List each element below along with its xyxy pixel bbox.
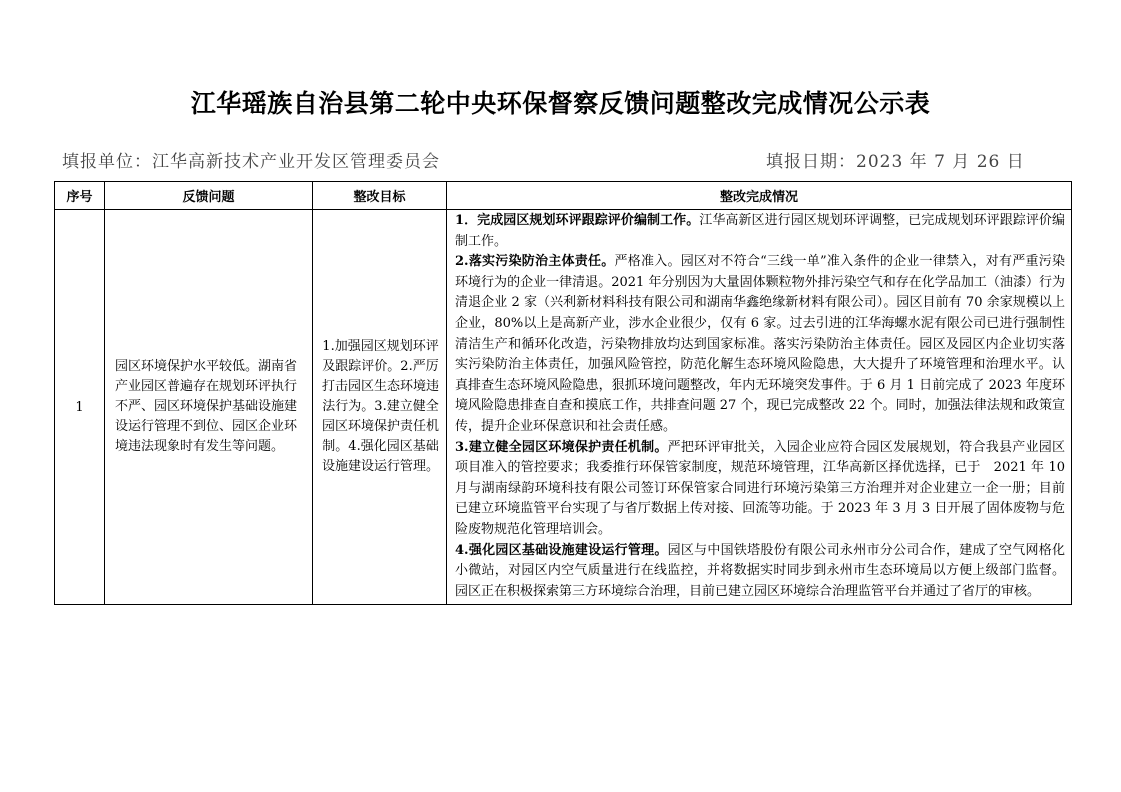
done-heading-3: 3.建立健全园区环境保护责任机制。	[455, 439, 668, 455]
fill-date: 填报日期：2023 年 7 月 26 日	[766, 152, 1025, 172]
cell-goal: 1.加强园区规划环评及跟踪评价。2.严厉打击园区生态环境违法行为。3.建立健全园区环境保护责任机制。4.强化园区基础设施建设运行管理。	[313, 210, 447, 605]
table-header-row	[55, 182, 1072, 210]
cell-no: 1	[55, 210, 105, 605]
done-text-1: 江华高新区进行园区规划环评调整，已完成规划环评跟踪评价编制工作。	[455, 213, 1065, 249]
header-issue: 反馈问题	[105, 182, 313, 210]
cell-done	[447, 210, 1072, 605]
done-text-4: 园区与中国铁塔股份有限公司永州市分公司合作，建成了空气网格化小微站，对园区内空气质量进行在线监控，并将数据实时同步到永州市生态环境局以方便上级部门监督。园区正在积极探索第三方环境综合治理，目前已建立园区环境综合治理监管平台并通过了省厅的审核。	[455, 542, 1065, 599]
cell-issue: 园区环境保护水平较低。湖南省产业园区普遍存在规划环评执行不严、园区环境保护基础设施建设运行管理不到位、园区企业环境违法现象时有发生等问题。	[105, 210, 313, 605]
fill-unit: 填报单位：江华高新技术产业开发区管理委员会	[62, 152, 440, 172]
done-paragraph-3	[455, 438, 1065, 541]
done-text-2: 严格准入。园区对不符合“三线一单”准入条件的企业一律禁入，对有严重污染环境行为的企业一律清退。2021 年分别因为大量固体颗粒物外排污染空气和存在化学品加工（油漆）行为清退企业 2 家（兴利新材料科技有限公司和湖南华鑫绝缘新材料有限公司）。园区目前有 70 余家规模以上企业，80%以上是高新产业，涉水企业很少，仅有 6 家。过去引进的江华海螺水泥有限公司已进行强制性清洁生产和循环化改造，污染物排放均达到国家标准。落实污染防治主体责任。园区及园区内企业切实落实污染防治主体责任，加强风险管控，防范化解生态环境风险隐患，大大提升了环境管理和治理水平。认真排查生态环境风险隐患，狠抓环境问题整改，年内无环境突发事件。于 6 月 1 日前完成了 2023 年度环境风险隐患排查自查和摸底工作，共排查问题 27 个，现已完成整改 22 个。同时，加强法律法规和政策宣传，提升企业环保意识和社会责任感。	[455, 254, 1065, 434]
done-paragraph-1	[455, 211, 1065, 252]
done-heading-2: 2.落实污染防治主体责任。	[455, 254, 615, 270]
table-row	[55, 210, 1072, 605]
done-paragraph-4	[455, 541, 1065, 603]
done-heading-4: 4.强化园区基础设施建设运行管理。	[455, 542, 668, 558]
page-title: 江华瑶族自治县第二轮中央环保督察反馈问题整改完成情况公示表	[190, 89, 931, 118]
done-text-3: 严把环评审批关，入园企业应符合园区发展规划，符合我县产业园区项目准入的管控要求；我委推行环保管家制度，规范环境管理，江华高新区择优选择，已于 2021 年 10 月与湖南绿韵环境科技有限公司签订环保管家合同进行环境污染第三方治理并对企业建立一企一册；目前已建立环境监管平台实现了与省厅数据上传对接、回流等功能。于 2023 年 3 月 3 日开展了固体废物与危险废物规范化管理培训会。	[455, 439, 1065, 537]
header-done: 整改完成情况	[447, 182, 1072, 210]
done-paragraph-2	[455, 252, 1065, 437]
header-no: 序号	[55, 182, 105, 210]
done-heading-1: 1．完成园区规划环评跟踪评价编制工作。	[455, 213, 700, 228]
rectification-table	[54, 181, 1072, 605]
header-goal: 整改目标	[313, 182, 447, 210]
